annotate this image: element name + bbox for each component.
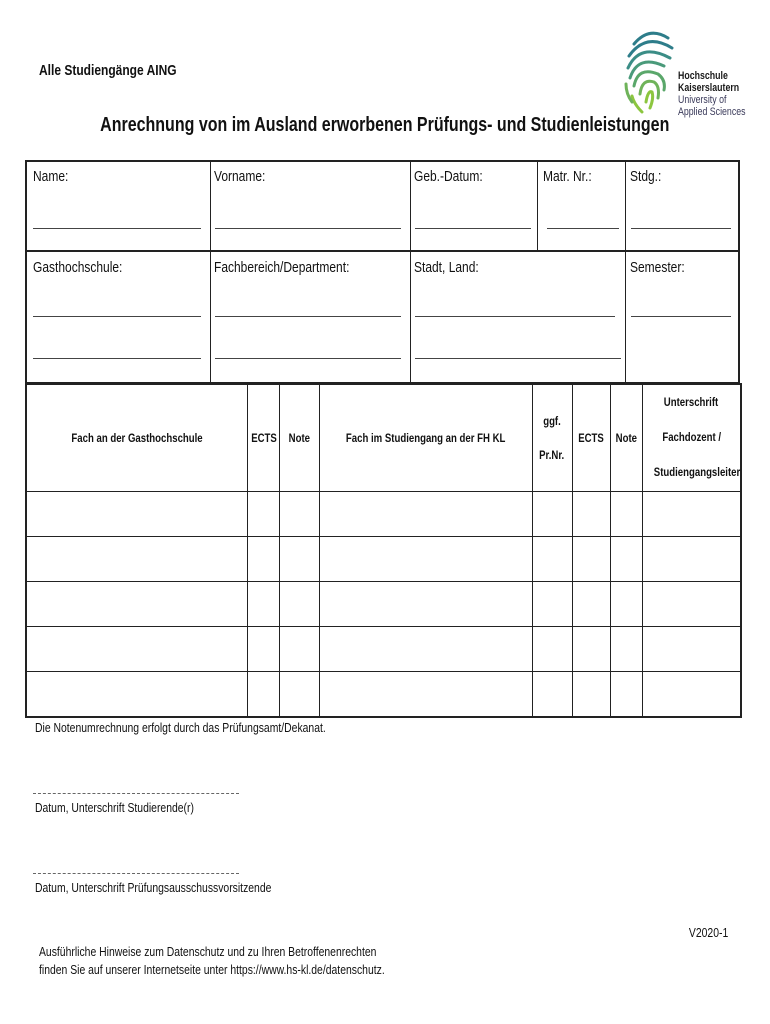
stadt-land-label: Stadt, Land: bbox=[414, 259, 479, 276]
gasthochschule-input-line-1[interactable] bbox=[33, 316, 201, 317]
header-fach-fhkl: Fach im Studiengang an der FH KL bbox=[319, 384, 532, 492]
table-cell[interactable] bbox=[610, 627, 642, 672]
fachbereich-input-line-1[interactable] bbox=[215, 316, 401, 317]
table-cell[interactable] bbox=[247, 627, 279, 672]
committee-signature-line[interactable] bbox=[33, 873, 239, 874]
table-cell[interactable] bbox=[26, 537, 247, 582]
table-cell[interactable] bbox=[572, 672, 610, 718]
table-cell[interactable] bbox=[279, 492, 319, 537]
table-cell[interactable] bbox=[247, 492, 279, 537]
course-credit-table bbox=[25, 383, 742, 718]
form-version: V2020-1 bbox=[688, 925, 729, 940]
student-signature-label: Datum, Unterschrift Studierende(r) bbox=[35, 800, 194, 815]
header-fach-gasthochschule: Fach an der Gasthochschule bbox=[26, 384, 247, 492]
table-cell[interactable] bbox=[26, 672, 247, 718]
table-cell[interactable] bbox=[247, 537, 279, 582]
table-cell[interactable] bbox=[279, 537, 319, 582]
table-cell[interactable] bbox=[572, 582, 610, 627]
stadt-land-input-line-1[interactable] bbox=[415, 316, 615, 317]
table-row bbox=[26, 537, 741, 582]
geb-datum-input-line[interactable] bbox=[415, 228, 531, 229]
university-logo bbox=[624, 24, 754, 120]
semester-input-line[interactable] bbox=[631, 316, 731, 317]
logo-wordmark: Hochschule Kaiserslautern University of Applied Sciences bbox=[678, 70, 746, 118]
table-cell[interactable] bbox=[279, 582, 319, 627]
table-cell[interactable] bbox=[572, 537, 610, 582]
table-cell[interactable] bbox=[610, 492, 642, 537]
header-ects-2: ECTS bbox=[572, 384, 610, 492]
header-ects-1: ECTS bbox=[247, 384, 279, 492]
table-cell[interactable] bbox=[642, 537, 741, 582]
geb-datum-label: Geb.-Datum: bbox=[414, 168, 483, 185]
table-cell[interactable] bbox=[642, 672, 741, 718]
stadt-land-input-line-2[interactable] bbox=[415, 358, 621, 359]
table-row bbox=[26, 672, 741, 718]
stdg-input-line[interactable] bbox=[631, 228, 731, 229]
form-title: Anrechnung von im Ausland erworbenen Prüfungs- und Studienleistungen bbox=[100, 114, 670, 136]
header-note-2: Note bbox=[610, 384, 642, 492]
fingerprint-logo-icon bbox=[624, 24, 684, 120]
table-cell[interactable] bbox=[532, 627, 572, 672]
privacy-line-2: finden Sie auf unserer Internetseite unter https://www.hs-kl.de/datenschutz. bbox=[39, 962, 385, 977]
semester-label: Semester: bbox=[630, 259, 685, 276]
name-input-line[interactable] bbox=[33, 228, 201, 229]
table-cell[interactable] bbox=[532, 492, 572, 537]
personal-info-section bbox=[25, 160, 740, 384]
table-cell[interactable] bbox=[247, 582, 279, 627]
grade-conversion-note: Die Notenumrechnung erfolgt durch das Prüfungsamt/Dekanat. bbox=[35, 720, 326, 735]
name-label: Name: bbox=[33, 168, 69, 185]
gasthochschule-input-line-2[interactable] bbox=[33, 358, 201, 359]
header-signature: Unterschrift Fachdozent / Studiengangsleiter bbox=[642, 384, 741, 492]
gasthochschule-label: Gasthochschule: bbox=[33, 259, 123, 276]
table-cell[interactable] bbox=[610, 672, 642, 718]
table-cell[interactable] bbox=[610, 537, 642, 582]
table-cell[interactable] bbox=[319, 492, 532, 537]
header-pr-nr: ggf. Pr.Nr. bbox=[532, 384, 572, 492]
matr-nr-input-line[interactable] bbox=[547, 228, 619, 229]
table-cell[interactable] bbox=[319, 627, 532, 672]
table-cell[interactable] bbox=[279, 627, 319, 672]
table-cell[interactable] bbox=[532, 672, 572, 718]
matr-nr-label: Matr. Nr.: bbox=[543, 168, 592, 185]
table-row bbox=[26, 582, 741, 627]
table-cell[interactable] bbox=[26, 582, 247, 627]
privacy-notice bbox=[39, 943, 471, 979]
fachbereich-input-line-2[interactable] bbox=[215, 358, 401, 359]
vorname-label: Vorname: bbox=[214, 168, 266, 185]
table-cell[interactable] bbox=[26, 627, 247, 672]
table-row bbox=[26, 627, 741, 672]
table-cell[interactable] bbox=[319, 537, 532, 582]
table-cell[interactable] bbox=[642, 582, 741, 627]
table-cell[interactable] bbox=[319, 672, 532, 718]
table-cell[interactable] bbox=[26, 492, 247, 537]
table-cell[interactable] bbox=[642, 627, 741, 672]
table-cell[interactable] bbox=[319, 582, 532, 627]
stdg-label: Stdg.: bbox=[630, 168, 662, 185]
program-heading: Alle Studiengänge AING bbox=[39, 62, 177, 79]
table-cell[interactable] bbox=[247, 672, 279, 718]
table-cell[interactable] bbox=[572, 627, 610, 672]
fachbereich-label: Fachbereich/Department: bbox=[214, 259, 350, 276]
table-cell[interactable] bbox=[610, 582, 642, 627]
table-cell[interactable] bbox=[532, 582, 572, 627]
table-cell[interactable] bbox=[532, 537, 572, 582]
table-cell[interactable] bbox=[572, 492, 610, 537]
privacy-line-1: Ausführliche Hinweise zum Datenschutz und zu Ihren Betroffenenrechten bbox=[39, 944, 377, 959]
student-signature-line[interactable] bbox=[33, 793, 239, 794]
table-row bbox=[26, 492, 741, 537]
header-note-1: Note bbox=[279, 384, 319, 492]
table-cell[interactable] bbox=[642, 492, 741, 537]
committee-signature-label: Datum, Unterschrift Prüfungsausschussvorsitzende bbox=[35, 880, 272, 895]
vorname-input-line[interactable] bbox=[215, 228, 401, 229]
table-cell[interactable] bbox=[279, 672, 319, 718]
